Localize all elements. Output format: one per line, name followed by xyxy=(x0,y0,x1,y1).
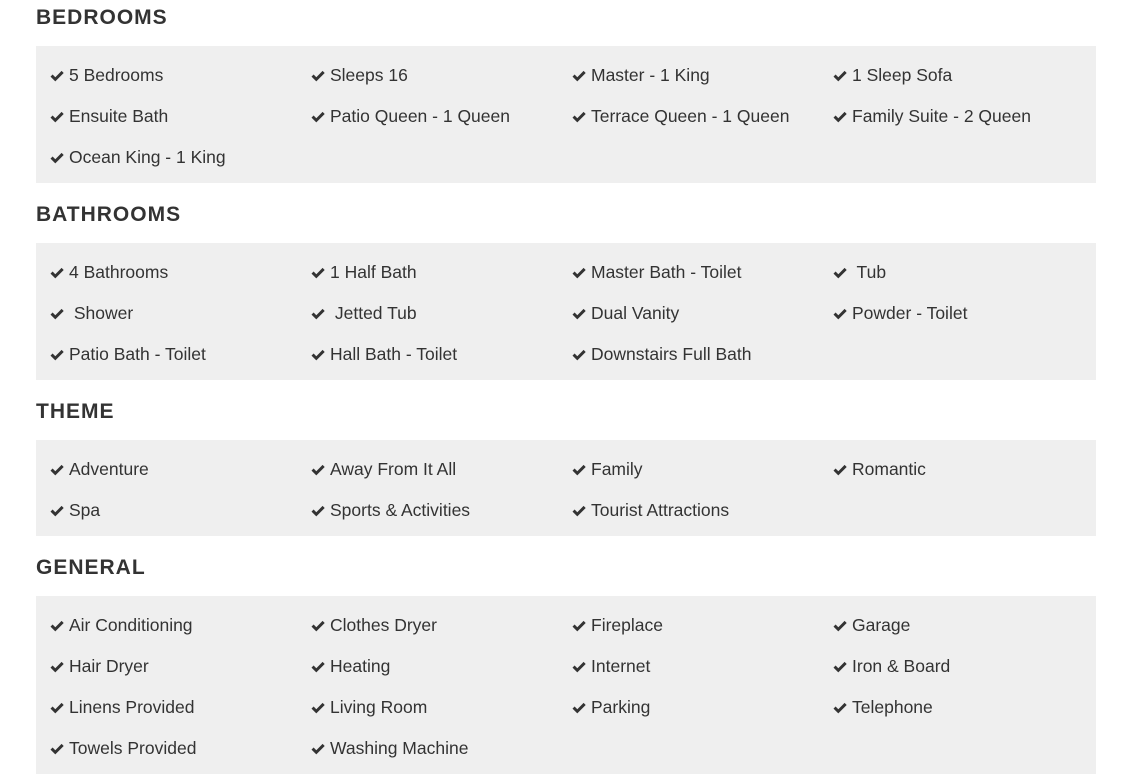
amenity-label: Family Suite - 2 Queen xyxy=(852,106,1031,126)
amenity-item xyxy=(819,646,1096,687)
amenity-item xyxy=(297,293,558,334)
amenity-label: Garage xyxy=(852,615,911,635)
amenity-item xyxy=(36,334,297,375)
amenity-item xyxy=(36,293,297,334)
amenity-item xyxy=(819,449,1096,490)
check-icon xyxy=(310,265,326,281)
amenity-item xyxy=(297,646,558,687)
amenity-item xyxy=(36,55,297,96)
amenity-label: Hair Dryer xyxy=(69,656,149,676)
check-icon xyxy=(49,618,65,634)
amenity-item xyxy=(36,449,297,490)
amenity-item xyxy=(819,55,1096,96)
amenity-label: Tub xyxy=(852,262,887,282)
section-panel xyxy=(36,46,1096,183)
amenity-item xyxy=(558,687,819,728)
amenity-label: Spa xyxy=(69,500,101,520)
section-panel xyxy=(36,440,1096,536)
amenity-label: Master - 1 King xyxy=(591,65,710,85)
section-title: BEDROOMS xyxy=(36,6,168,29)
amenity-label: Patio Bath - Toilet xyxy=(69,344,206,364)
section-title: BATHROOMS xyxy=(36,203,182,226)
check-icon xyxy=(832,68,848,84)
amenity-label: Telephone xyxy=(852,697,933,717)
amenity-label: Air Conditioning xyxy=(69,615,193,635)
check-icon xyxy=(571,659,587,675)
amenity-label: Tourist Attractions xyxy=(591,500,730,520)
amenity-label: Dual Vanity xyxy=(591,303,680,323)
amenity-item xyxy=(558,449,819,490)
check-icon xyxy=(571,265,587,281)
amenity-item xyxy=(819,252,1096,293)
amenity-label: Parking xyxy=(591,697,651,717)
amenity-item xyxy=(558,605,819,646)
check-icon xyxy=(310,618,326,634)
amenity-item xyxy=(558,490,819,531)
amenity-item xyxy=(819,96,1096,137)
amenity-label: Iron & Board xyxy=(852,656,951,676)
check-icon xyxy=(49,659,65,675)
check-icon xyxy=(832,109,848,125)
amenity-label: Sleeps 16 xyxy=(330,65,408,85)
amenity-label: Terrace Queen - 1 Queen xyxy=(591,106,790,126)
amenity-label: Ocean King - 1 King xyxy=(69,147,226,167)
check-icon xyxy=(310,741,326,757)
amenity-label: Sports & Activities xyxy=(330,500,471,520)
amenity-item xyxy=(558,334,819,375)
amenity-label: Clothes Dryer xyxy=(330,615,437,635)
amenity-item xyxy=(297,96,558,137)
check-icon xyxy=(310,306,326,322)
check-icon xyxy=(571,700,587,716)
amenity-label: Family xyxy=(591,459,643,479)
check-icon xyxy=(310,347,326,363)
check-icon xyxy=(49,503,65,519)
amenity-label: Powder - Toilet xyxy=(852,303,968,323)
check-icon xyxy=(832,618,848,634)
check-icon xyxy=(310,700,326,716)
amenity-label: Jetted Tub xyxy=(330,303,417,323)
check-icon xyxy=(310,659,326,675)
check-icon xyxy=(571,462,587,478)
amenity-label: Linens Provided xyxy=(69,697,195,717)
amenity-label: Master Bath - Toilet xyxy=(591,262,742,282)
amenity-item xyxy=(297,605,558,646)
amenity-item xyxy=(36,687,297,728)
amenity-item xyxy=(297,490,558,531)
amenity-item xyxy=(36,605,297,646)
check-icon xyxy=(49,347,65,363)
amenity-item xyxy=(297,687,558,728)
check-icon xyxy=(832,659,848,675)
amenity-item xyxy=(558,646,819,687)
section-title: THEME xyxy=(36,400,115,423)
check-icon xyxy=(49,150,65,166)
amenity-item xyxy=(558,55,819,96)
check-icon xyxy=(832,265,848,281)
amenity-label: Living Room xyxy=(330,697,428,717)
check-icon xyxy=(310,109,326,125)
amenity-label: Hall Bath - Toilet xyxy=(330,344,458,364)
check-icon xyxy=(832,700,848,716)
amenity-grid xyxy=(36,605,1096,769)
check-icon xyxy=(49,306,65,322)
amenity-item xyxy=(297,728,558,769)
amenity-item xyxy=(558,96,819,137)
amenity-label: Shower xyxy=(69,303,134,323)
amenity-item xyxy=(819,605,1096,646)
check-icon xyxy=(571,347,587,363)
check-icon xyxy=(571,306,587,322)
amenity-item xyxy=(819,687,1096,728)
check-icon xyxy=(49,109,65,125)
section-panel xyxy=(36,596,1096,774)
amenity-item xyxy=(558,252,819,293)
amenity-item xyxy=(36,137,297,178)
amenity-item xyxy=(297,55,558,96)
amenity-item xyxy=(36,252,297,293)
amenity-item xyxy=(297,334,558,375)
section-theme xyxy=(36,394,1096,536)
check-icon xyxy=(310,68,326,84)
amenities-list xyxy=(36,0,1096,774)
check-icon xyxy=(49,741,65,757)
check-icon xyxy=(571,68,587,84)
section-bathrooms xyxy=(36,197,1096,380)
amenity-label: 4 Bathrooms xyxy=(69,262,169,282)
check-icon xyxy=(49,462,65,478)
amenity-item xyxy=(819,293,1096,334)
amenity-label: Fireplace xyxy=(591,615,663,635)
section-panel xyxy=(36,243,1096,380)
check-icon xyxy=(571,109,587,125)
amenity-label: Downstairs Full Bath xyxy=(591,344,752,364)
amenity-label: 1 Half Bath xyxy=(330,262,417,282)
section-general xyxy=(36,550,1096,774)
amenity-label: Heating xyxy=(330,656,391,676)
amenity-label: 5 Bedrooms xyxy=(69,65,164,85)
amenity-item xyxy=(297,252,558,293)
check-icon xyxy=(571,618,587,634)
check-icon xyxy=(49,700,65,716)
check-icon xyxy=(310,503,326,519)
amenity-item xyxy=(36,96,297,137)
amenity-label: Patio Queen - 1 Queen xyxy=(330,106,510,126)
amenity-item xyxy=(36,490,297,531)
check-icon xyxy=(832,462,848,478)
amenity-grid xyxy=(36,55,1096,178)
amenity-label: Ensuite Bath xyxy=(69,106,169,126)
amenity-label: 1 Sleep Sofa xyxy=(852,65,953,85)
amenity-label: Internet xyxy=(591,656,651,676)
check-icon xyxy=(49,68,65,84)
amenity-item xyxy=(36,728,297,769)
check-icon xyxy=(49,265,65,281)
section-bedrooms xyxy=(36,0,1096,183)
amenity-item xyxy=(297,449,558,490)
amenity-item xyxy=(36,646,297,687)
amenity-label: Washing Machine xyxy=(330,738,469,758)
amenity-label: Towels Provided xyxy=(69,738,197,758)
amenity-label: Romantic xyxy=(852,459,926,479)
check-icon xyxy=(832,306,848,322)
section-title: GENERAL xyxy=(36,556,146,579)
check-icon xyxy=(310,462,326,478)
amenity-label: Away From It All xyxy=(330,459,457,479)
check-icon xyxy=(571,503,587,519)
amenity-grid xyxy=(36,449,1096,531)
amenity-item xyxy=(558,293,819,334)
amenity-grid xyxy=(36,252,1096,375)
amenity-label: Adventure xyxy=(69,459,149,479)
